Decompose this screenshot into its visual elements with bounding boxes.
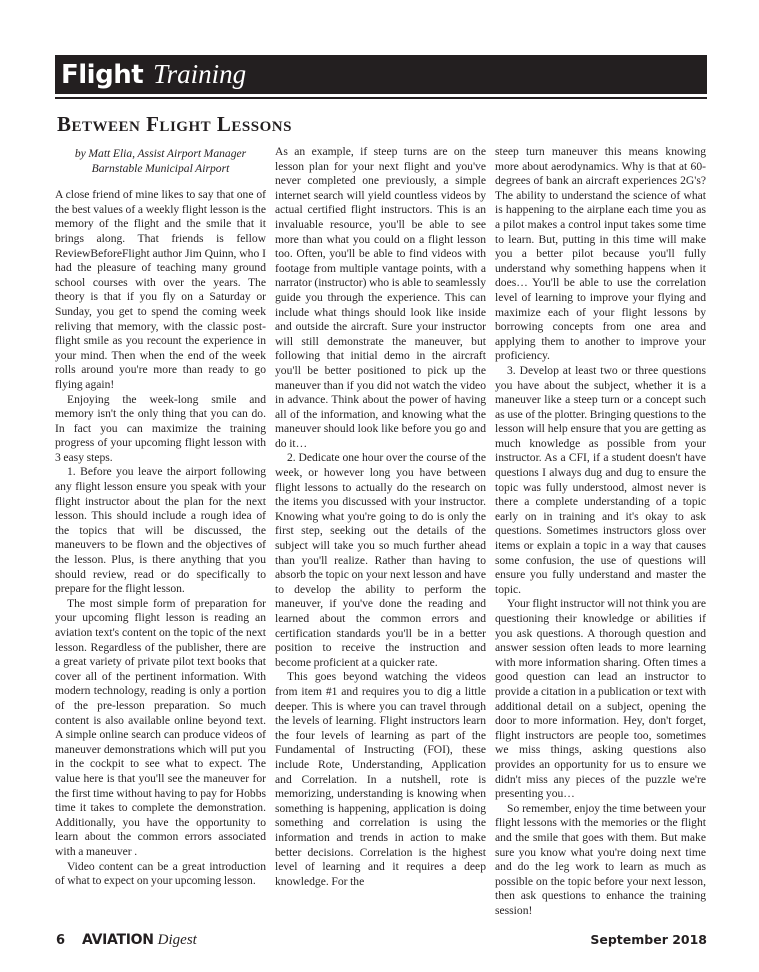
article-paragraph: 1. Before you leave the airport following any flight lesson ensure you speak with your flight instructor about the plan for the next lesson. This should include a rough idea of the topics that will be discussed, the maneuvers to be flown and the objectives of the lesson. Plus, is there anything that you should review, read or do specifically to prepare for the flight lesson. <box>55 465 266 596</box>
article-paragraph: The most simple form of preparation for your upcoming flight lesson is reading an aviation text's content on the topic of the next lesson. Regardless of the publisher, there are a great variety of private pilot text books that cover all of the pertinent information. With modern technology, reading is only a portion of the pre-lesson preparation. So much content is also available online beyond text. A simple online search can produce videos of maneuver demonstrations which will put you in the cockpit to see what to expect. The value here is that you'll see the maneuver for the first time without having to pay for Hobbs time it takes to complete the demonstration. Additionally, you have the opportunity to learn about the common errors associated with a maneuver . <box>55 596 266 858</box>
article-paragraph: So remember, enjoy the time between your flight lessons with the memories or the flight and the smile that goes with them. But make sure you know what you're doing next time and do the leg work to learn as much as possible on the topic before your next lesson, then ask questions to enhance the training session! <box>495 801 706 917</box>
section-title-training: Training <box>153 59 247 89</box>
publication-name: AVIATION <box>82 932 154 949</box>
article-headline: Between Flight Lessons <box>57 112 292 136</box>
byline-author: by Matt Elia, Assist Airport Manager <box>74 147 247 160</box>
article-paragraph: Your flight instructor will not think you are questioning their knowledge or abilities if you ask questions. A thorough question and answer session often leads to more learning with more information sharing. Often times a good question can lead an instructor to provide a citation in a publication or text with additional detail on a subject, opening the door to more information. Hey, don't forget, flight instructors are people too, sometimes we miss things, asking questions also provides an opportunity for us to ensure we didn't miss any pieces of the puzzle we're presenting you… <box>495 597 706 801</box>
article-paragraph: 2. Dedicate one hour over the course of the week, or however long you have between flight lessons to actually do the research on the items you discussed with your instructor. Knowing what you're going to do is only the first step, seeking out the details of the subject will take you so much further ahead than you'll realize. Rather than having to absorb the topic on your next lesson and have to develop the ability to perform the maneuver, if you've done the reading and learned about the common errors and certification standards you'll be in a better position to receive the instruction and become proficient at a quicker rate. <box>275 451 486 669</box>
article-paragraph: steep turn maneuver this means knowing more about aerodynamics. Why is that at 60-degrees of bank an aircraft experiences 2G's? The ability to understand the science of what is happening to the airplane each time you as a pilot makes a control input takes some time to learn. But, putting in this time will make you a better pilot because you'll fully understand why something happens when it does… You'll be able to use the correlation level of learning to improve your flying and maximize each of your flight lessons by borrowing concepts from one area and applying them to another to improve your proficiency. <box>495 145 706 363</box>
article-paragraph: Enjoying the week-long smile and memory isn't the only thing that you can do. In fact you can maximize the training progress of your upcoming flight lesson with 3 easy steps. <box>55 392 266 464</box>
article-paragraph: This goes beyond watching the videos from item #1 and requires you to dig a little deeper. This is where you can travel through the levels of learning. Flight instructors learn the four levels of learning as part of the Fundamental of Instructing (FOI), these include Rote, Understanding, Application and Correlation. In a nutshell, rote is memorizing, understanding is knowing when something is happening, application is doing something and correlation is using the information and trends in action to make better decisions. Correlation is the highest level of learning and it requires a deep knowledge. For the <box>275 670 486 888</box>
article-paragraph: 3. Develop at least two or three questions you have about the subject, whether it is a maneuver like a steep turn or a concept such as use of the plotter. Bringing questions to the lesson will help ensure that you are getting as much knowledge as possible from your instructor. As a CFI, if a student doesn't have questions I always dug and dug to ensure the topic was fully understood, almost never is there a complete understanding of a topic early on in training and it's okay to ask questions. Sometimes instructors gloss over items or explain a topic in a way that causes some confusion, the use of questions will ensure you fully understand and master the topic. <box>495 363 706 596</box>
article-columns <box>55 145 707 918</box>
article-paragraph: A close friend of mine likes to say that one of the best values of a weekly flight lesson is the memory of the flight and the smile that it brings along. That friends is fellow ReviewBeforeFlight author Jim Quinn, who I had the pleasure of teaching many ground school courses with over the years. The theory is that if you fly on a Saturday or Sunday, you get to spend the coming week reliving that memory, with the classic post-flight smile as you recount the experience in your mind. Then when the end of the week rolls around you're more than ready to go flying again! <box>55 188 266 391</box>
page-number: 6 <box>56 933 66 949</box>
issue-date: September 2018 <box>590 932 707 948</box>
banner-divider <box>55 97 707 99</box>
article-column-3 <box>495 145 706 918</box>
section-title-flight: Flight <box>61 59 144 90</box>
byline <box>55 147 266 176</box>
article-column-1 <box>55 145 266 889</box>
section-banner <box>55 55 707 94</box>
publication-name-suffix: Digest <box>157 932 197 949</box>
article-column-2 <box>275 145 486 889</box>
article-paragraph: Video content can be a great introduction of what to expect on your upcoming lesson. <box>55 859 266 888</box>
page-footer <box>56 932 707 972</box>
byline-affiliation: Barnstable Municipal Airport <box>91 161 230 175</box>
article-paragraph: As an example, if steep turns are on the lesson plan for your next flight and you've never completed one previously, a simple internet search will yield countless videos by actual certified flight instructors. This is an invaluable resource, you'll be able to see more than what you could on a flight lesson too. Often, you'll be able to find videos with footage from multiple vantage points, with a narrator (instructor) who is able to seamlessly guide you through the experience. This can include what things should look like inside and outside the aircraft. Sure your instructor will still demonstrate the maneuver, but following that initial demo in the aircraft you'll be better positioned to pick up the maneuver than if you did not watch the video in advance. Think about the power of having all of the information, and knowing what the maneuver should look like before you go and do it… <box>275 145 486 450</box>
